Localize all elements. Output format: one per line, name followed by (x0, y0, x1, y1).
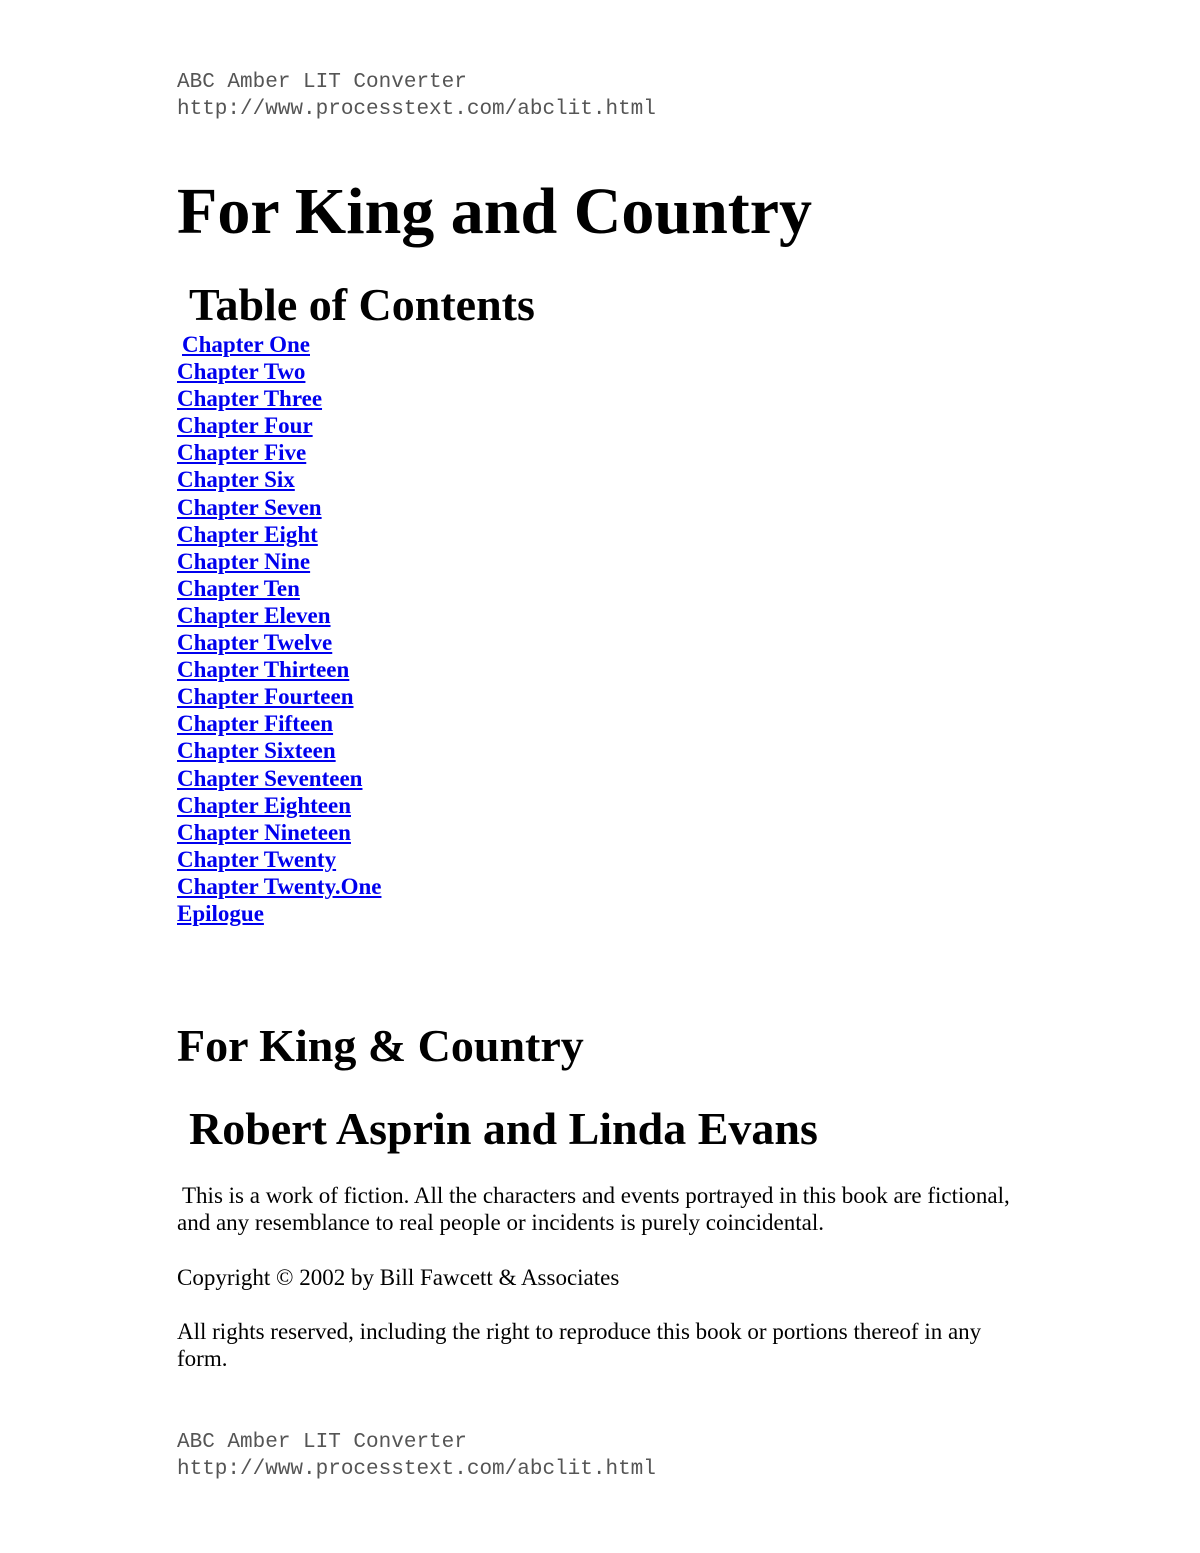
toc-item (177, 521, 381, 548)
toc-link-chapter-four[interactable]: Chapter Four (177, 413, 313, 439)
footer-converter-name: ABC Amber LIT Converter (177, 1431, 467, 1454)
toc-link-chapter-one[interactable]: Chapter One (182, 332, 310, 357)
main-title: For King and Country (177, 175, 813, 248)
toc-list (177, 331, 381, 927)
toc-link-chapter-seventeen[interactable]: Chapter Seventeen (177, 765, 363, 791)
toc-link-chapter-three[interactable]: Chapter Three (177, 386, 323, 412)
toc-link-chapter-nine[interactable]: Chapter Nine (177, 548, 311, 574)
toc-item (177, 548, 381, 575)
toc-link-chapter-fourteen[interactable]: Chapter Fourteen (177, 684, 354, 710)
toc-item (177, 710, 381, 737)
toc-item (177, 819, 381, 846)
toc-link-chapter-six[interactable]: Chapter Six (177, 467, 295, 493)
toc-item (177, 331, 381, 358)
toc-item (177, 385, 381, 412)
toc-link-chapter-eight[interactable]: Chapter Eight (177, 521, 318, 547)
toc-item (177, 358, 381, 385)
toc-item (177, 900, 381, 927)
toc-link-epilogue[interactable]: Epilogue (177, 900, 264, 926)
book-authors: Robert Asprin and Linda Evans (189, 1103, 818, 1154)
toc-link-chapter-ten[interactable]: Chapter Ten (177, 575, 300, 601)
toc-item (177, 737, 381, 764)
toc-link-chapter-eighteen[interactable]: Chapter Eighteen (177, 792, 351, 818)
toc-item (177, 683, 381, 710)
toc-link-chapter-thirteen[interactable]: Chapter Thirteen (177, 657, 350, 683)
toc-item (177, 629, 381, 656)
toc-item (177, 494, 381, 521)
fiction-notice: This is a work of fiction. All the characters and events portrayed in this book are fictional, and any resemblance to real people or incidents is purely coincidental. (177, 1183, 1010, 1235)
toc-link-chapter-five[interactable]: Chapter Five (177, 440, 307, 466)
toc-item (177, 439, 381, 466)
toc-link-chapter-twenty[interactable]: Chapter Twenty (177, 846, 337, 872)
header-converter-url: http://www.processtext.com/abclit.html (177, 98, 656, 121)
rights-notice: All rights reserved, including the right to reproduce this book or portions thereof in any form. (177, 1319, 982, 1371)
footer-converter-url: http://www.processtext.com/abclit.html (177, 1458, 656, 1481)
toc-link-chapter-sixteen[interactable]: Chapter Sixteen (177, 738, 336, 764)
toc-link-chapter-twelve[interactable]: Chapter Twelve (177, 630, 333, 656)
toc-item (177, 846, 381, 873)
toc-item (177, 792, 381, 819)
toc-link-chapter-twenty-one[interactable]: Chapter Twenty.One (177, 873, 382, 899)
toc-link-chapter-eleven[interactable]: Chapter Eleven (177, 602, 331, 628)
converter-footer (177, 1429, 656, 1483)
header-converter-name: ABC Amber LIT Converter (177, 71, 467, 94)
toc-item (177, 656, 381, 683)
toc-item (177, 575, 381, 602)
toc-item (177, 466, 381, 493)
toc-title: Table of Contents (189, 279, 535, 330)
toc-link-chapter-nineteen[interactable]: Chapter Nineteen (177, 819, 351, 845)
toc-item (177, 765, 381, 792)
toc-link-chapter-fifteen[interactable]: Chapter Fifteen (177, 711, 334, 737)
toc-item (177, 602, 381, 629)
toc-item (177, 412, 381, 439)
copyright-notice: Copyright © 2002 by Bill Fawcett & Associates (177, 1265, 620, 1290)
toc-link-chapter-seven[interactable]: Chapter Seven (177, 494, 322, 520)
toc-link-chapter-two[interactable]: Chapter Two (177, 359, 306, 385)
book-title: For King & Country (177, 1020, 584, 1071)
toc-item (177, 873, 381, 900)
converter-header (177, 69, 656, 123)
